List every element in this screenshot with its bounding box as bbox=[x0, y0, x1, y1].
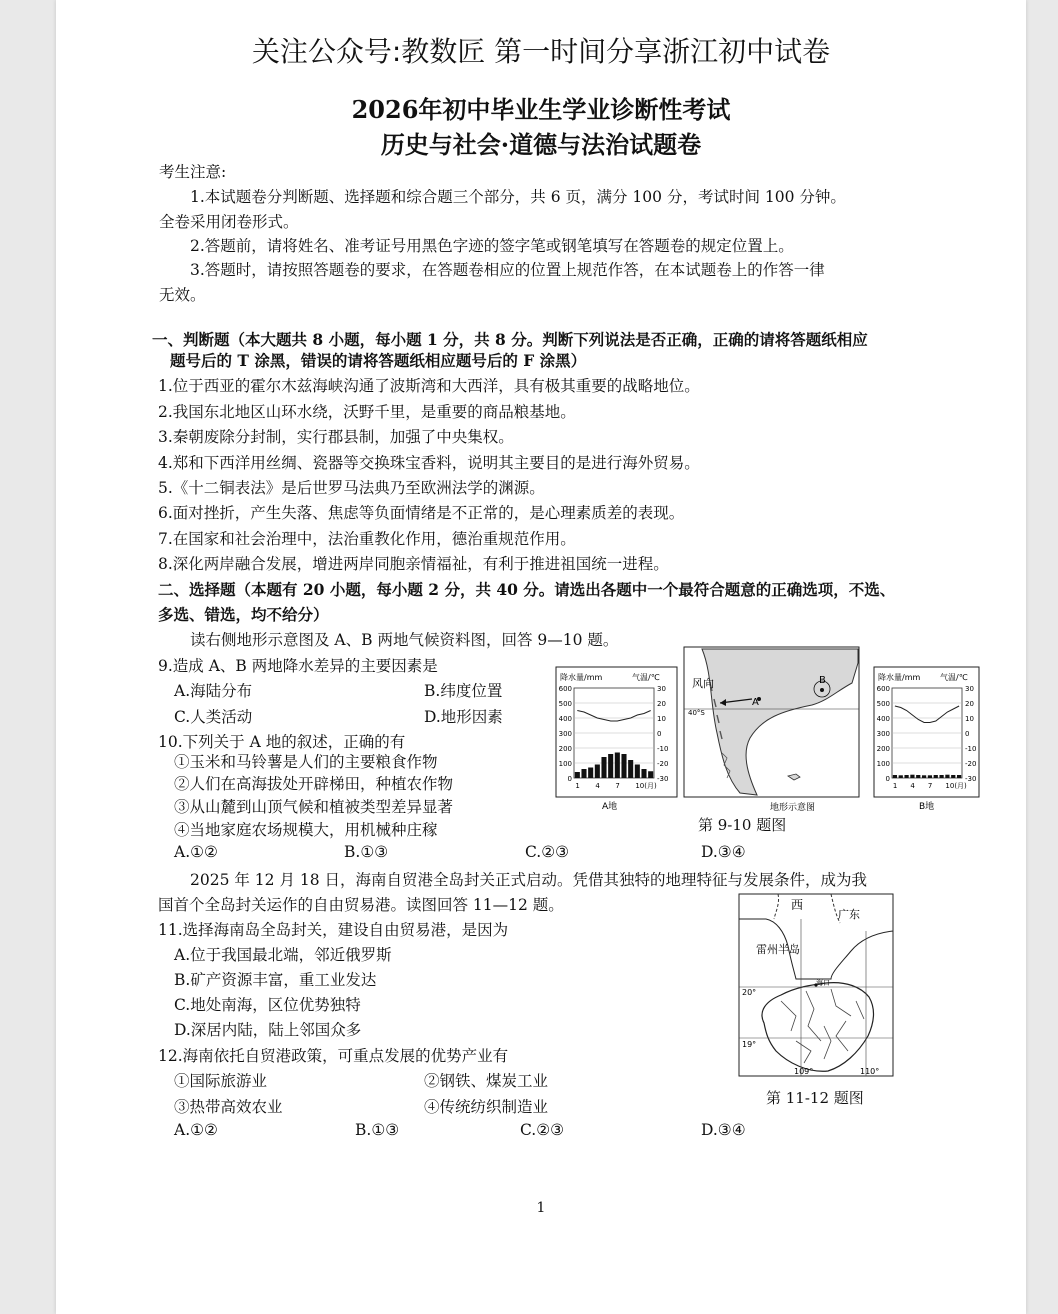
q9-option-b: B.纬度位置 bbox=[424, 682, 503, 700]
chartA-x-tick: 7 bbox=[615, 782, 620, 790]
chartB-x-tick: 1 bbox=[892, 782, 898, 790]
chartB-precip-bar bbox=[922, 775, 926, 778]
figure-11-12 bbox=[736, 891, 896, 1083]
chartA-left-tick: 100 bbox=[558, 760, 572, 768]
q10-statement-3: ③从山麓到山顶气候和植被类型差异显著 bbox=[174, 798, 454, 816]
section1-heading-cont: 题号后的 T 涂黑，错误的请将答题纸相应题号后的 F 涂黑） bbox=[170, 351, 587, 370]
q9-option-c: C.人类活动 bbox=[174, 708, 253, 726]
terrain-map bbox=[684, 647, 859, 813]
section1-heading: 一、判断题（本大题共 8 小题，每小题 1 分，共 8 分。判断下列说法是否正确，正确的请将答题纸相应 bbox=[152, 330, 868, 349]
chartA-right-tick: -10 bbox=[657, 745, 669, 753]
intro-11-12: 2025 年 12 月 18 日，海南自贸港全岛封关正式启动。凭借其独特的地理特征与发展条件，成为我 bbox=[190, 871, 868, 889]
chart-a-right-axis-label: 气温/℃ bbox=[632, 673, 660, 682]
chartA-x-tick: 4 bbox=[595, 782, 600, 790]
exam-page bbox=[56, 0, 1026, 1314]
chartA-right-tick: -30 bbox=[657, 775, 669, 783]
chartA-precip-bar bbox=[635, 765, 640, 779]
chartA-precip-bar bbox=[601, 757, 606, 778]
map-latitude-label: 40°S bbox=[688, 709, 705, 717]
q10-statement-4: ④当地家庭农场规模大，用机械种庄稼 bbox=[174, 821, 438, 839]
chartB-x-tick: 10(月) bbox=[945, 782, 967, 790]
chartB-precip-bar bbox=[928, 775, 932, 778]
chartA-precip-bar bbox=[595, 765, 600, 779]
q10-statement-2: ②人们在高海拔处开辟梯田，种植农作物 bbox=[174, 775, 454, 793]
chartA-precip-bar bbox=[648, 771, 653, 778]
chartA-left-tick: 400 bbox=[558, 715, 572, 723]
chart-b-name: B地 bbox=[919, 802, 935, 812]
chartA-temp-line bbox=[577, 711, 650, 722]
chartA-right-tick: -20 bbox=[657, 760, 669, 768]
chartB-precip-bar bbox=[951, 775, 955, 778]
chartA-precip-bar bbox=[575, 772, 580, 778]
chartB-precip-bar bbox=[893, 775, 897, 778]
section2-heading: 二、选择题（本题有 20 小题，每小题 2 分，共 40 分。请选出各题中一个最符合题意的正确选项，不选、 bbox=[158, 580, 896, 599]
q12-option-b: B.①③ bbox=[355, 1121, 400, 1139]
exam-title: 2026年初中毕业生学业诊断性考试 bbox=[351, 95, 731, 124]
intro-9-10: 读右侧地形示意图及 A、B 两地气候资料图，回答 9—10 题。 bbox=[190, 631, 619, 649]
q9-option-d: D.地形因素 bbox=[424, 708, 503, 726]
q11-option-b: B.矿产资源丰富，重工业发达 bbox=[174, 971, 377, 989]
q12-option-c: C.②③ bbox=[520, 1121, 565, 1139]
judge-item: 5.《十二铜表法》是后世罗马法典乃至欧洲法学的渊源。 bbox=[158, 479, 545, 497]
map-lon-109: 109° bbox=[794, 1067, 814, 1076]
chartA-left-tick: 300 bbox=[558, 730, 572, 738]
chart-b-left-axis-label: 降水量/mm bbox=[878, 673, 921, 682]
wechat-banner: 关注公众号:教数匠 第一时间分享浙江初中试卷 bbox=[251, 35, 831, 68]
q10-statement-1: ①玉米和马铃薯是人们的主要粮食作物 bbox=[174, 753, 438, 771]
judge-item: 6.面对挫折，产生失落、焦虑等负面情绪是不正常的，是心理素质差的表现。 bbox=[158, 504, 685, 522]
notice-item-2: 2.答题前，请将姓名、准考证号用黑色字迹的签字笔或钢笔填写在答题卷的规定位置上。 bbox=[190, 237, 794, 255]
q12-statement-2: ②钢铁、煤炭工业 bbox=[424, 1072, 549, 1090]
chartB-precip-bar bbox=[910, 775, 914, 778]
chartA-precip-bar bbox=[581, 769, 586, 778]
chart-a-name: A地 bbox=[602, 802, 618, 812]
chartB-left-tick: 600 bbox=[876, 685, 890, 693]
map-lat-20: 20° bbox=[742, 988, 757, 997]
chart-b-right-axis-label: 气温/℃ bbox=[940, 673, 968, 682]
climate-chart-a bbox=[556, 667, 677, 812]
chartA-left-tick: 600 bbox=[558, 685, 572, 693]
q11-option-a: A.位于我国最北端，邻近俄罗斯 bbox=[174, 946, 392, 964]
q12-statement-1: ①国际旅游业 bbox=[174, 1072, 268, 1090]
q10-option-a: A.①② bbox=[174, 843, 218, 861]
chartB-right-tick: -10 bbox=[965, 745, 977, 753]
intro-11-12-cont: 国首个全岛封关运作的自由贸易港。读图回答 11—12 题。 bbox=[158, 896, 564, 914]
map-label-leizhou: 雷州半岛 bbox=[756, 943, 800, 956]
chartB-precip-bar bbox=[939, 775, 943, 778]
q12-option-a: A.①② bbox=[174, 1121, 218, 1139]
chartB-right-tick: 30 bbox=[965, 685, 974, 693]
map-lon-110: 110° bbox=[860, 1067, 880, 1076]
chartA-x-tick: 10(月) bbox=[635, 782, 657, 790]
chartB-left-tick: 500 bbox=[876, 700, 890, 708]
chartB-precip-bar bbox=[916, 775, 920, 778]
q10-stem: 10.下列关于 A 地的叙述，正确的有 bbox=[158, 733, 406, 751]
judge-item: 7.在国家和社会治理中，法治重教化作用，德治重规范作用。 bbox=[158, 530, 576, 548]
notice-item-1: 1.本试题卷分判断题、选择题和综合题三个部分，共 6 页，满分 100 分，考试时间 100 分钟。 bbox=[190, 188, 846, 206]
judge-item: 2.我国东北地区山环水绕，沃野千里，是重要的商品粮基地。 bbox=[158, 403, 576, 421]
chartA-right-tick: 10 bbox=[657, 715, 666, 723]
chartA-left-tick: 0 bbox=[567, 775, 572, 783]
chartB-right-tick: -20 bbox=[965, 760, 977, 768]
q10-option-d: D.③④ bbox=[701, 843, 746, 861]
q12-option-d: D.③④ bbox=[701, 1121, 746, 1139]
chartB-right-tick: 0 bbox=[965, 730, 970, 738]
chartB-precip-bar bbox=[945, 775, 949, 778]
chartB-precip-bar bbox=[899, 775, 903, 778]
map-name: 地形示意图 bbox=[770, 803, 816, 813]
q12-stem: 12.海南依托自贸港政策，可重点发展的优势产业有 bbox=[158, 1047, 509, 1065]
q12-statement-4: ④传统纺织制造业 bbox=[424, 1098, 549, 1116]
chartA-left-tick: 200 bbox=[558, 745, 572, 753]
map-lat-19: 19° bbox=[742, 1040, 757, 1049]
chartA-precip-bar bbox=[621, 754, 626, 778]
chartA-right-tick: 0 bbox=[657, 730, 662, 738]
chartA-right-tick: 20 bbox=[657, 700, 666, 708]
map-label-guangdong: 广东 bbox=[838, 908, 860, 921]
chartB-left-tick: 300 bbox=[876, 730, 890, 738]
exam-subtitle: 历史与社会·道德与法治试题卷 bbox=[380, 130, 702, 159]
chartB-right-tick: 20 bbox=[965, 700, 974, 708]
judge-item: 8.深化两岸融合发展，增进两岸同胞亲情福祉，有利于推进祖国统一进程。 bbox=[158, 555, 669, 573]
section2-heading-cont: 多选、错选，均不给分） bbox=[158, 605, 329, 624]
chartB-precip-bar bbox=[957, 775, 961, 778]
chartA-right-tick: 30 bbox=[657, 685, 666, 693]
map-wind-label: 风向 bbox=[692, 677, 714, 690]
map-label-guangxi: 西 bbox=[791, 898, 804, 912]
chartA-precip-bar bbox=[628, 760, 633, 778]
notice-label: 考生注意: bbox=[159, 163, 227, 181]
map-point-b: B bbox=[819, 675, 826, 686]
page-number: 1 bbox=[536, 1200, 546, 1216]
chartB-precip-bar bbox=[904, 775, 908, 778]
climate-chart-b bbox=[874, 667, 979, 812]
notice-item-3-cont: 无效。 bbox=[159, 286, 206, 304]
q10-option-b: B.①③ bbox=[344, 843, 389, 861]
chartA-precip-bar bbox=[641, 769, 646, 778]
chartB-x-tick: 4 bbox=[910, 782, 915, 790]
chartA-left-tick: 500 bbox=[558, 700, 572, 708]
figure-11-12-caption: 第 11-12 题图 bbox=[766, 1089, 864, 1107]
chartB-left-tick: 400 bbox=[876, 715, 890, 723]
map-point-a: A bbox=[752, 697, 759, 708]
chartB-left-tick: 200 bbox=[876, 745, 890, 753]
chart-a-left-axis-label: 降水量/mm bbox=[560, 673, 603, 682]
chartA-precip-bar bbox=[615, 753, 620, 779]
judge-item: 4.郑和下西洋用丝绸、瓷器等交换珠宝香料，说明其主要目的是进行海外贸易。 bbox=[158, 454, 700, 472]
q9-option-a: A.海陆分布 bbox=[174, 682, 253, 700]
map-label-haikou: 海口 bbox=[816, 979, 830, 987]
q10-option-c: C.②③ bbox=[525, 843, 570, 861]
notice-item-1-cont: 全卷采用闭卷形式。 bbox=[159, 213, 299, 231]
judge-item: 3.秦朝废除分封制，实行郡县制，加强了中央集权。 bbox=[158, 428, 514, 446]
figure-9-10-caption: 第 9-10 题图 bbox=[698, 816, 787, 834]
chartA-precip-bar bbox=[588, 768, 593, 779]
chartB-temp-line bbox=[895, 706, 959, 723]
q11-option-c: C.地处南海，区位优势独特 bbox=[174, 996, 361, 1014]
chartB-right-tick: -30 bbox=[965, 775, 977, 783]
chartA-precip-bar bbox=[608, 754, 613, 778]
chartA-x-tick: 1 bbox=[575, 782, 580, 790]
judge-item: 1.位于西亚的霍尔木兹海峡沟通了波斯湾和大西洋，具有极其重要的战略地位。 bbox=[158, 377, 700, 395]
chartB-precip-bar bbox=[934, 775, 938, 778]
chartB-left-tick: 100 bbox=[876, 760, 890, 768]
q11-stem: 11.选择海南岛全岛封关，建设自由贸易港，是因为 bbox=[158, 921, 509, 939]
q9-stem: 9.造成 A、B 两地降水差异的主要因素是 bbox=[158, 657, 438, 675]
q11-option-d: D.深居内陆，陆上邻国众多 bbox=[174, 1021, 362, 1039]
q12-statement-3: ③热带高效农业 bbox=[174, 1098, 283, 1116]
figure-9-10 bbox=[552, 643, 987, 838]
chartB-x-tick: 7 bbox=[927, 782, 933, 790]
chartB-left-tick: 0 bbox=[885, 775, 890, 783]
chartB-right-tick: 10 bbox=[965, 715, 974, 723]
notice-item-3: 3.答题时，请按照答题卷的要求，在答题卷相应的位置上规范作答，在本试题卷上的作答一律 bbox=[190, 261, 825, 279]
